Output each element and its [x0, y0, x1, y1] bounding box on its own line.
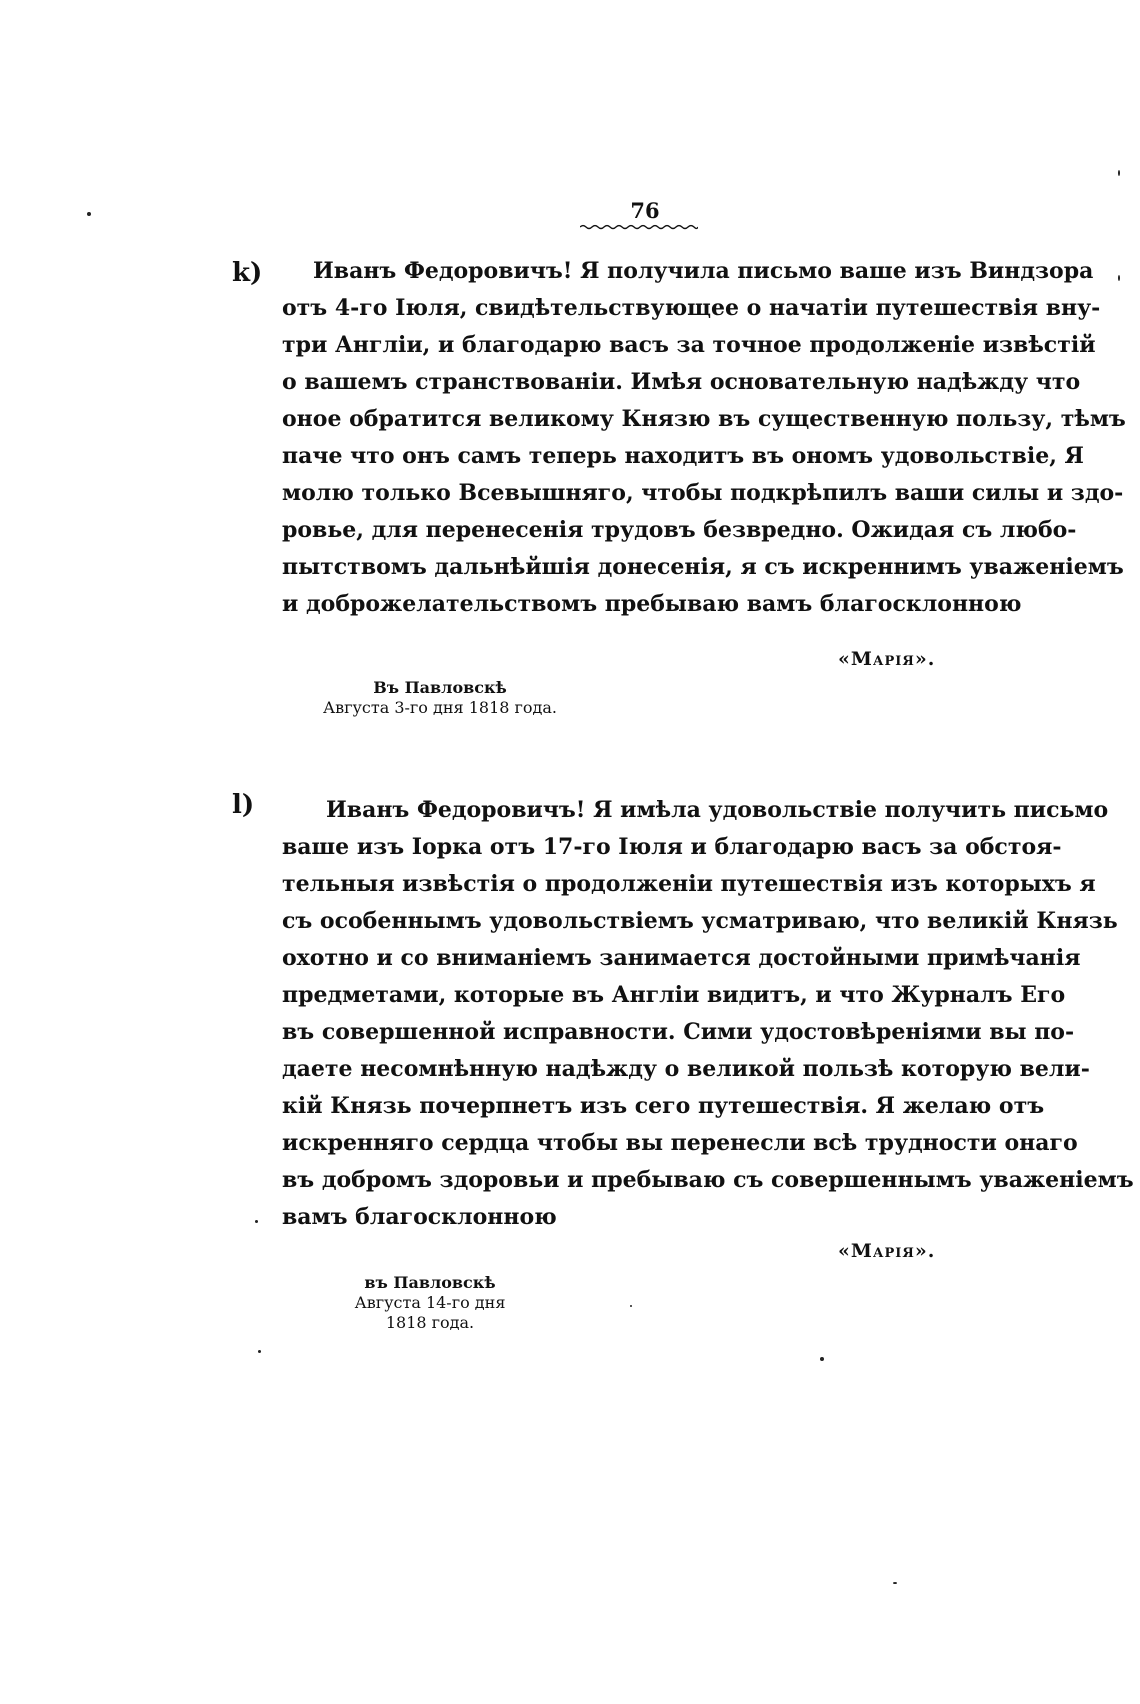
letter-k-marker: k)	[232, 258, 263, 288]
letter-k-line: ровье, для перенесенія трудовъ безвредно. Ожидая съ любо-	[282, 517, 1077, 543]
scan-speck	[87, 212, 91, 216]
page-number: 76	[630, 198, 660, 223]
letter-k-date: Августа 3-го дня 1818 года.	[322, 698, 558, 717]
letter-l-line: искренняго сердца чтобы вы перенесли всѣ трудности онаго	[282, 1130, 1078, 1156]
letter-k-line: о вашемъ странствованіи. Имѣя основательную надѣжду что	[282, 369, 1081, 395]
letter-l-date: 1818 года.	[385, 1313, 475, 1332]
letter-k-line: пытствомъ дальнѣйшія донесенія, я съ искреннимъ уваженіемъ	[282, 554, 1124, 580]
scan-speck	[255, 1220, 258, 1223]
letter-l-line: предметами, которые въ Англіи видитъ, и что Журналъ Его	[282, 982, 1066, 1008]
letter-l-line: Иванъ Федоровичъ! Я имѣла удовольствіе получить письмо	[326, 797, 1109, 823]
letter-l-line: охотно и со вниманіемъ занимается достойными примѣчанія	[282, 945, 1081, 971]
scan-speck	[258, 1350, 261, 1353]
letter-l-date: Августа 14-го дня	[354, 1293, 506, 1312]
letter-l-place-date	[330, 1273, 530, 1333]
letter-l-line: даете несомнѣнную надѣжду о великой пользѣ которую вели-	[282, 1056, 1090, 1082]
scan-speck	[1118, 170, 1120, 176]
letter-k-line: три Англіи, и благодарю васъ за точное продолженіе извѣстій	[282, 332, 1096, 358]
letter-k-body	[282, 253, 1126, 623]
letter-k-line: молю только Всевышняго, чтобы подкрѣпилъ ваши силы и здо-	[282, 480, 1124, 506]
page-number-ornament	[580, 224, 698, 230]
letter-l-line: съ особеннымъ удовольствіемъ усматриваю, что великій Князь	[282, 908, 1118, 934]
letter-l-line: кій Князь почерпнетъ изъ сего путешествія. Я желаю отъ	[282, 1093, 1045, 1119]
letter-l-line: ваше изъ Іорка отъ 17-го Іюля и благодарю васъ за обстоя-	[282, 834, 1062, 860]
letter-l-signature: «Марія».	[838, 1240, 936, 1262]
scan-speck	[820, 1357, 824, 1361]
letter-l-line: въ совершенной исправности. Сими удостовѣреніями вы по-	[282, 1019, 1075, 1045]
letter-k-line: отъ 4-го Іюля, свидѣтельствующее о начатіи путешествія вну-	[282, 295, 1101, 321]
letter-k-signature: «Марія».	[838, 648, 936, 670]
letter-l-marker: l)	[232, 790, 255, 820]
letter-k-place-date	[310, 678, 570, 718]
letter-l-line: вамъ благосклонною	[282, 1204, 557, 1230]
scan-speck	[893, 1582, 897, 1584]
letter-l-body	[282, 792, 1134, 1236]
letter-k-line: оное обратится великому Князю въ существенную пользу, тѣмъ	[282, 406, 1126, 432]
letter-k-line: и доброжелательствомъ пребываю вамъ благосклонною	[282, 591, 1022, 617]
scan-speck	[1118, 275, 1120, 281]
letter-l-line: тельныя извѣстія о продолженіи путешествія изъ которыхъ я	[282, 871, 1096, 897]
letter-l-place: въ Павловскѣ	[364, 1273, 496, 1292]
letter-k-line: паче что онъ самъ теперь находитъ въ ономъ удовольствіе, Я	[282, 443, 1084, 469]
letter-l-line: въ добромъ здоровьи и пребываю съ совершеннымъ уваженіемъ	[282, 1167, 1134, 1193]
scan-speck	[630, 1305, 632, 1307]
letter-k-place: Въ Павловскѣ	[373, 678, 507, 697]
letter-k-line: Иванъ Федоровичъ! Я получила письмо ваше изъ Виндзора	[313, 258, 1094, 284]
